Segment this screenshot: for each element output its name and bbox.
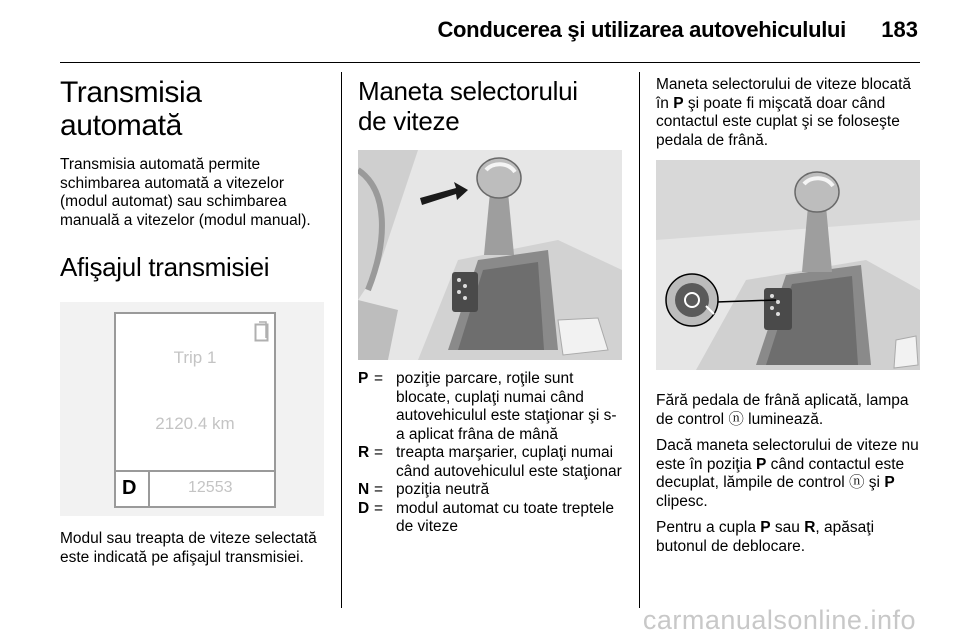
- watermark: carmanualsonline.info: [642, 605, 916, 635]
- definition-key: D: [358, 499, 370, 517]
- page-header-title: Conducerea şi utilizarea autovehiculului: [437, 17, 846, 42]
- brake-lamp-illustration: [656, 160, 920, 370]
- brake-lamp-paragraph: Fără pedala de frână aplicată, lampa de control ⓝ luminează.: [656, 392, 909, 428]
- trip-label: Trip 1: [173, 348, 217, 367]
- subheading: Afişajul transmisiei: [60, 252, 270, 282]
- gear-selector-arrow-photo: [358, 150, 622, 360]
- column-2: [358, 76, 624, 537]
- text-run: sau: [770, 519, 805, 536]
- page-number: 183: [881, 17, 918, 42]
- unlock-button-paragraph: [656, 519, 922, 556]
- column-1: [60, 76, 326, 567]
- transmission-display-figure: [60, 302, 324, 516]
- column-divider-1: [341, 72, 342, 608]
- gear-letter: P: [673, 94, 684, 112]
- definition-text: poziţia neutră: [396, 481, 490, 498]
- text-run: Pentru a cupla: [656, 519, 761, 536]
- gear-letter: P: [884, 474, 895, 491]
- column-divider-2: [639, 72, 640, 608]
- gear-box: [116, 472, 150, 506]
- section-heading-selector: Maneta selectorului de viteze: [358, 76, 578, 136]
- gear-indicator: D: [122, 477, 137, 499]
- definition-row-n: [358, 481, 624, 500]
- definition-key: N: [358, 481, 370, 498]
- definition-text: treapta marşarier, cuplaţi numai când autovehiculul este staţionar: [396, 444, 622, 480]
- display-screen: [114, 312, 276, 508]
- column-3: [656, 76, 922, 556]
- trip-distance: 2120.4 km: [155, 414, 235, 433]
- definition-text: poziţie parcare, roţile sunt blocate, cuplaţi numai când autovehiculul este staţionar şi s-a aplicat frâna de mână: [396, 370, 617, 443]
- lamps-flash-paragraph: [656, 437, 922, 511]
- text-run: Maneta selectorului de viteze blocată în: [656, 76, 912, 112]
- gear-letter: P: [755, 455, 767, 473]
- definition-row-d: [358, 500, 624, 537]
- definition-text: modul automat cu toate treptele de viteze: [396, 499, 614, 535]
- intro-paragraph: Transmisia automată permite schimbarea automată a vitezelor (modul automat) sau schimbarea manuală a vitezelor (modul manual).: [60, 156, 311, 229]
- odometer-value: 12553: [188, 479, 233, 496]
- definition-row-r: [358, 444, 624, 481]
- definition-sep: =: [374, 499, 384, 517]
- gear-definitions: [358, 370, 624, 537]
- definition-row-p: [358, 370, 624, 444]
- text-run: şi poate fi mişcată doar când contactul este cuplat şi se foloseşte pedala de frână.: [656, 94, 900, 149]
- text-run: , apăsaţi butonul de deblocare.: [656, 519, 875, 555]
- display-caption: Modul sau treapta de viteze selectată este indicată pe afişajul transmisiei.: [60, 530, 317, 566]
- text-run: clipesc.: [656, 492, 708, 510]
- definition-sep: =: [374, 444, 384, 461]
- section-heading: Transmisia automată: [60, 76, 202, 142]
- header-divider: [60, 62, 920, 63]
- gear-selector-illustration: [358, 150, 622, 360]
- selector-lock-paragraph: [656, 76, 922, 150]
- definition-key: P: [358, 370, 369, 387]
- definition-key: R: [358, 444, 370, 461]
- trip-counter-icon: [254, 320, 270, 342]
- text-run: când contactul este decuplat, lămpile de control ⓝ şi: [656, 455, 905, 491]
- gear-letter: P: [760, 519, 771, 536]
- gear-selector-brake-lamp-photo: [656, 160, 920, 370]
- definition-sep: =: [374, 481, 384, 498]
- gear-letter: R: [804, 519, 816, 536]
- text-run: Dacă maneta selectorului de viteze nu este în poziţia: [656, 437, 919, 473]
- definition-sep: =: [374, 370, 384, 387]
